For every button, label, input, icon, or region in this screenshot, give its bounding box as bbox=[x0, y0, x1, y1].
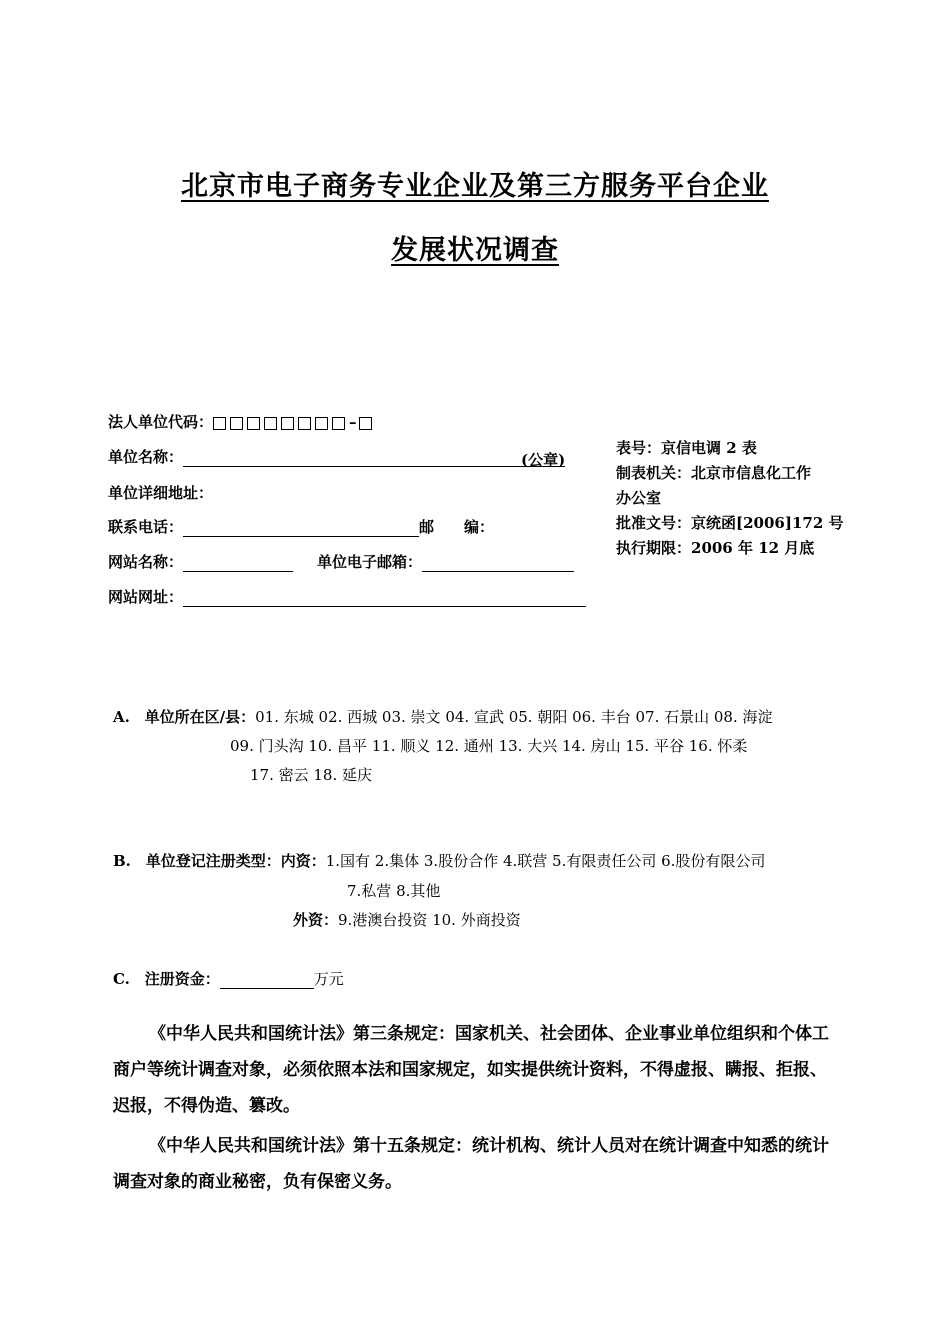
domestic-label: 内资： bbox=[280, 852, 326, 870]
phone-row bbox=[108, 516, 494, 537]
notice-paragraph-1: 《中华人民共和国统计法》第三条规定：国家机关、社会团体、企业事业单位组织和个体工商户等统计调查对象，必须依照本法和国家规定，如实提供统计资料，不得虚报、瞒报、拒报、迟报，不得伪造、篡改。 bbox=[113, 1024, 829, 1116]
capital-unit: 万元 bbox=[313, 970, 344, 988]
unit-name-row bbox=[108, 446, 565, 467]
unit-name-field[interactable] bbox=[183, 449, 521, 467]
legal-code-label: 法人单位代码： bbox=[108, 413, 214, 431]
code-digit-box[interactable] bbox=[298, 417, 311, 430]
code-digit-box[interactable] bbox=[359, 417, 372, 430]
approval-number: 批准文号：京统函[2006]172 号 bbox=[616, 514, 844, 532]
code-digit-box[interactable] bbox=[247, 417, 260, 430]
seal-mark: (公章) bbox=[521, 451, 566, 469]
address-label: 单位详细地址： bbox=[108, 484, 214, 502]
title-line-2: 发展状况调查 bbox=[391, 235, 559, 266]
code-digit-box[interactable] bbox=[213, 417, 226, 430]
site-name-label: 网站名称： bbox=[108, 553, 184, 571]
site-email-row bbox=[108, 551, 574, 572]
site-url-label: 网站网址： bbox=[108, 588, 184, 606]
district-options-line-1: 01. 东城 02. 西城 03. 崇文 04. 宣武 05. 朝阳 06. 丰台 07. 石景山 08. 海淀 bbox=[255, 708, 773, 726]
site-url-field[interactable] bbox=[183, 589, 586, 607]
foreign-row bbox=[293, 909, 521, 930]
site-url-row bbox=[108, 586, 586, 607]
legal-code-boxes[interactable] bbox=[213, 413, 376, 431]
section-c-label: 注册资金： bbox=[144, 970, 220, 988]
code-digit-box[interactable] bbox=[264, 417, 277, 430]
phone-field[interactable] bbox=[183, 519, 419, 537]
section-b-marker: B. bbox=[113, 852, 131, 870]
code-digit-box[interactable] bbox=[332, 417, 345, 430]
postcode-label: 邮 编： bbox=[419, 518, 495, 536]
meta-block bbox=[616, 436, 843, 561]
foreign-options: 9.港澳台投资 10. 外商投资 bbox=[338, 911, 521, 929]
notice-paragraph-2: 《中华人民共和国统计法》第十五条规定：统计机构、统计人员对在统计调查中知悉的统计调查对象的商业秘密，负有保密义务。 bbox=[113, 1136, 829, 1192]
foreign-label: 外资： bbox=[293, 911, 339, 929]
district-options-line-2: 09. 门头沟 10. 昌平 11. 顺义 12. 通州 13. 大兴 14. 房山 15. 平谷 16. 怀柔 bbox=[230, 737, 748, 755]
phone-label: 联系电话： bbox=[108, 518, 184, 536]
title-line-1: 北京市电子商务专业企业及第三方服务平台企业 bbox=[181, 171, 769, 202]
legal-code-row bbox=[108, 411, 376, 432]
email-label: 单位电子邮箱： bbox=[317, 553, 423, 571]
code-digit-box[interactable] bbox=[281, 417, 294, 430]
district-options-line-3: 17. 密云 18. 延庆 bbox=[250, 766, 373, 784]
unit-name-label: 单位名称： bbox=[108, 448, 184, 466]
section-a-row-1 bbox=[113, 706, 773, 727]
section-b-label: 单位登记注册类型： bbox=[145, 852, 281, 870]
issuer-line-1: 制表机关：北京市信息化工作 bbox=[616, 464, 812, 482]
site-name-field[interactable] bbox=[183, 554, 293, 572]
code-digit-box[interactable] bbox=[315, 417, 328, 430]
email-field[interactable] bbox=[422, 554, 574, 572]
registered-capital-field[interactable] bbox=[220, 971, 314, 989]
section-b-row-1 bbox=[113, 850, 765, 871]
deadline: 执行期限：2006 年 12 月底 bbox=[616, 539, 815, 557]
code-digit-box[interactable] bbox=[230, 417, 243, 430]
code-separator: – bbox=[349, 413, 357, 431]
table-number: 表号：京信电调 2 表 bbox=[616, 439, 757, 457]
issuer-line-2: 办公室 bbox=[616, 489, 662, 507]
section-c-marker: C. bbox=[113, 970, 130, 988]
domestic-options-line-2: 7.私营 8.其他 bbox=[347, 882, 441, 900]
section-a-label: 单位所在区/县： bbox=[144, 708, 256, 726]
domestic-options-line-1: 1.国有 2.集体 3.股份合作 4.联营 5.有限责任公司 6.股份有限公司 bbox=[325, 852, 766, 870]
section-a-marker: A. bbox=[113, 708, 130, 726]
section-c-row bbox=[113, 968, 344, 989]
